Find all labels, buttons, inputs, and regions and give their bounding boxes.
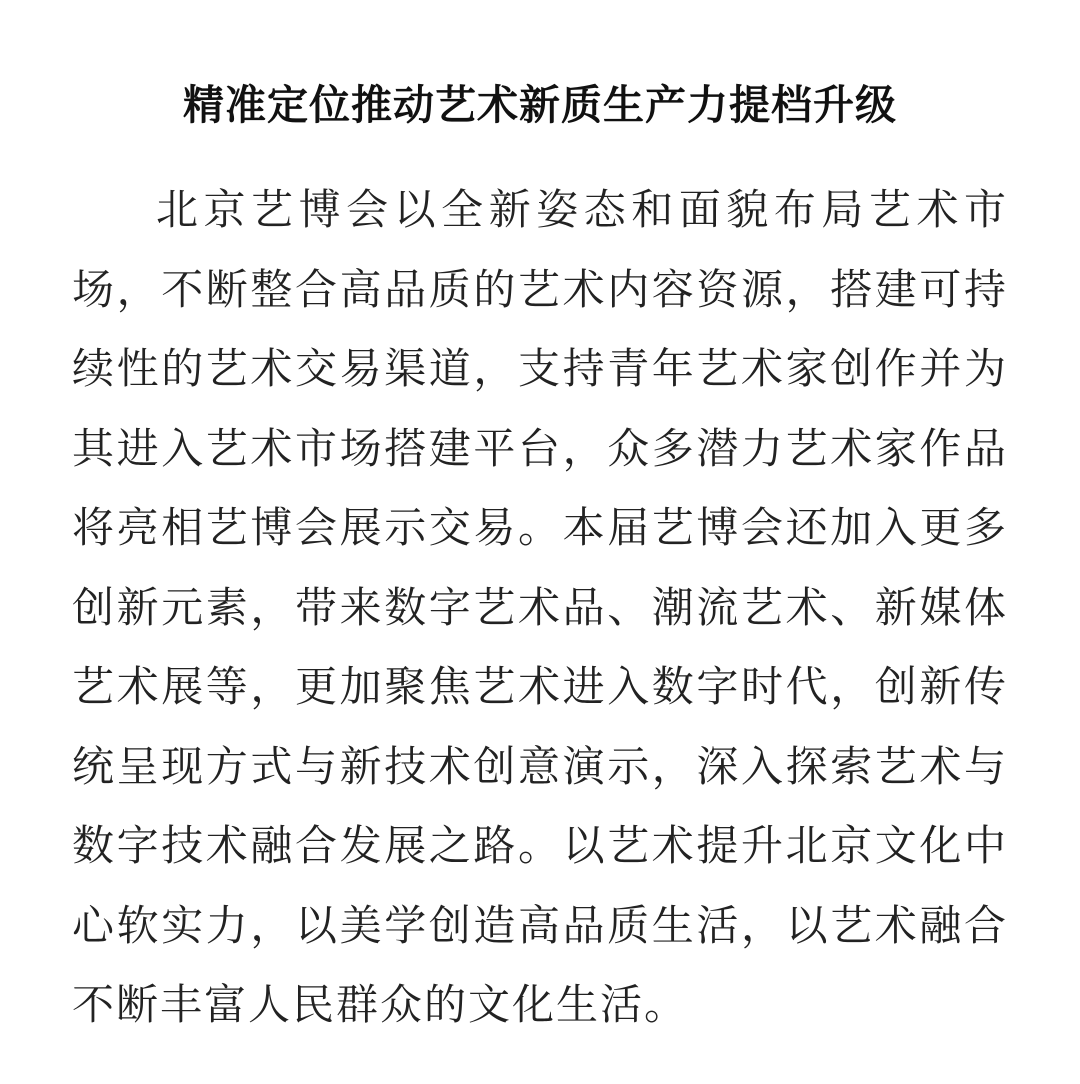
article-title: 精准定位推动艺术新质生产力提档升级 bbox=[183, 81, 897, 129]
article-paragraph: 北京艺博会以全新姿态和面貌布局艺术市场，不断整合高品质的艺术内容资源，搭建可持续性的艺术交易渠道，支持青年艺术家创作并为其进入艺术市场搭建平台，众多潜力艺术家作品将亮相艺博会展示交易。本届艺博会还加入更多创新元素，带来数字艺术品、潮流艺术、新媒体艺术展等，更加聚焦艺术进入数字时代，创新传统呈现方式与新技术创意演示，深入探索艺术与数字技术融合发展之路。以艺术提升北京文化中心软实力，以美学创造高品质生活，以艺术融合不断丰富人民群众的文化生活。 bbox=[72, 185, 1008, 1029]
